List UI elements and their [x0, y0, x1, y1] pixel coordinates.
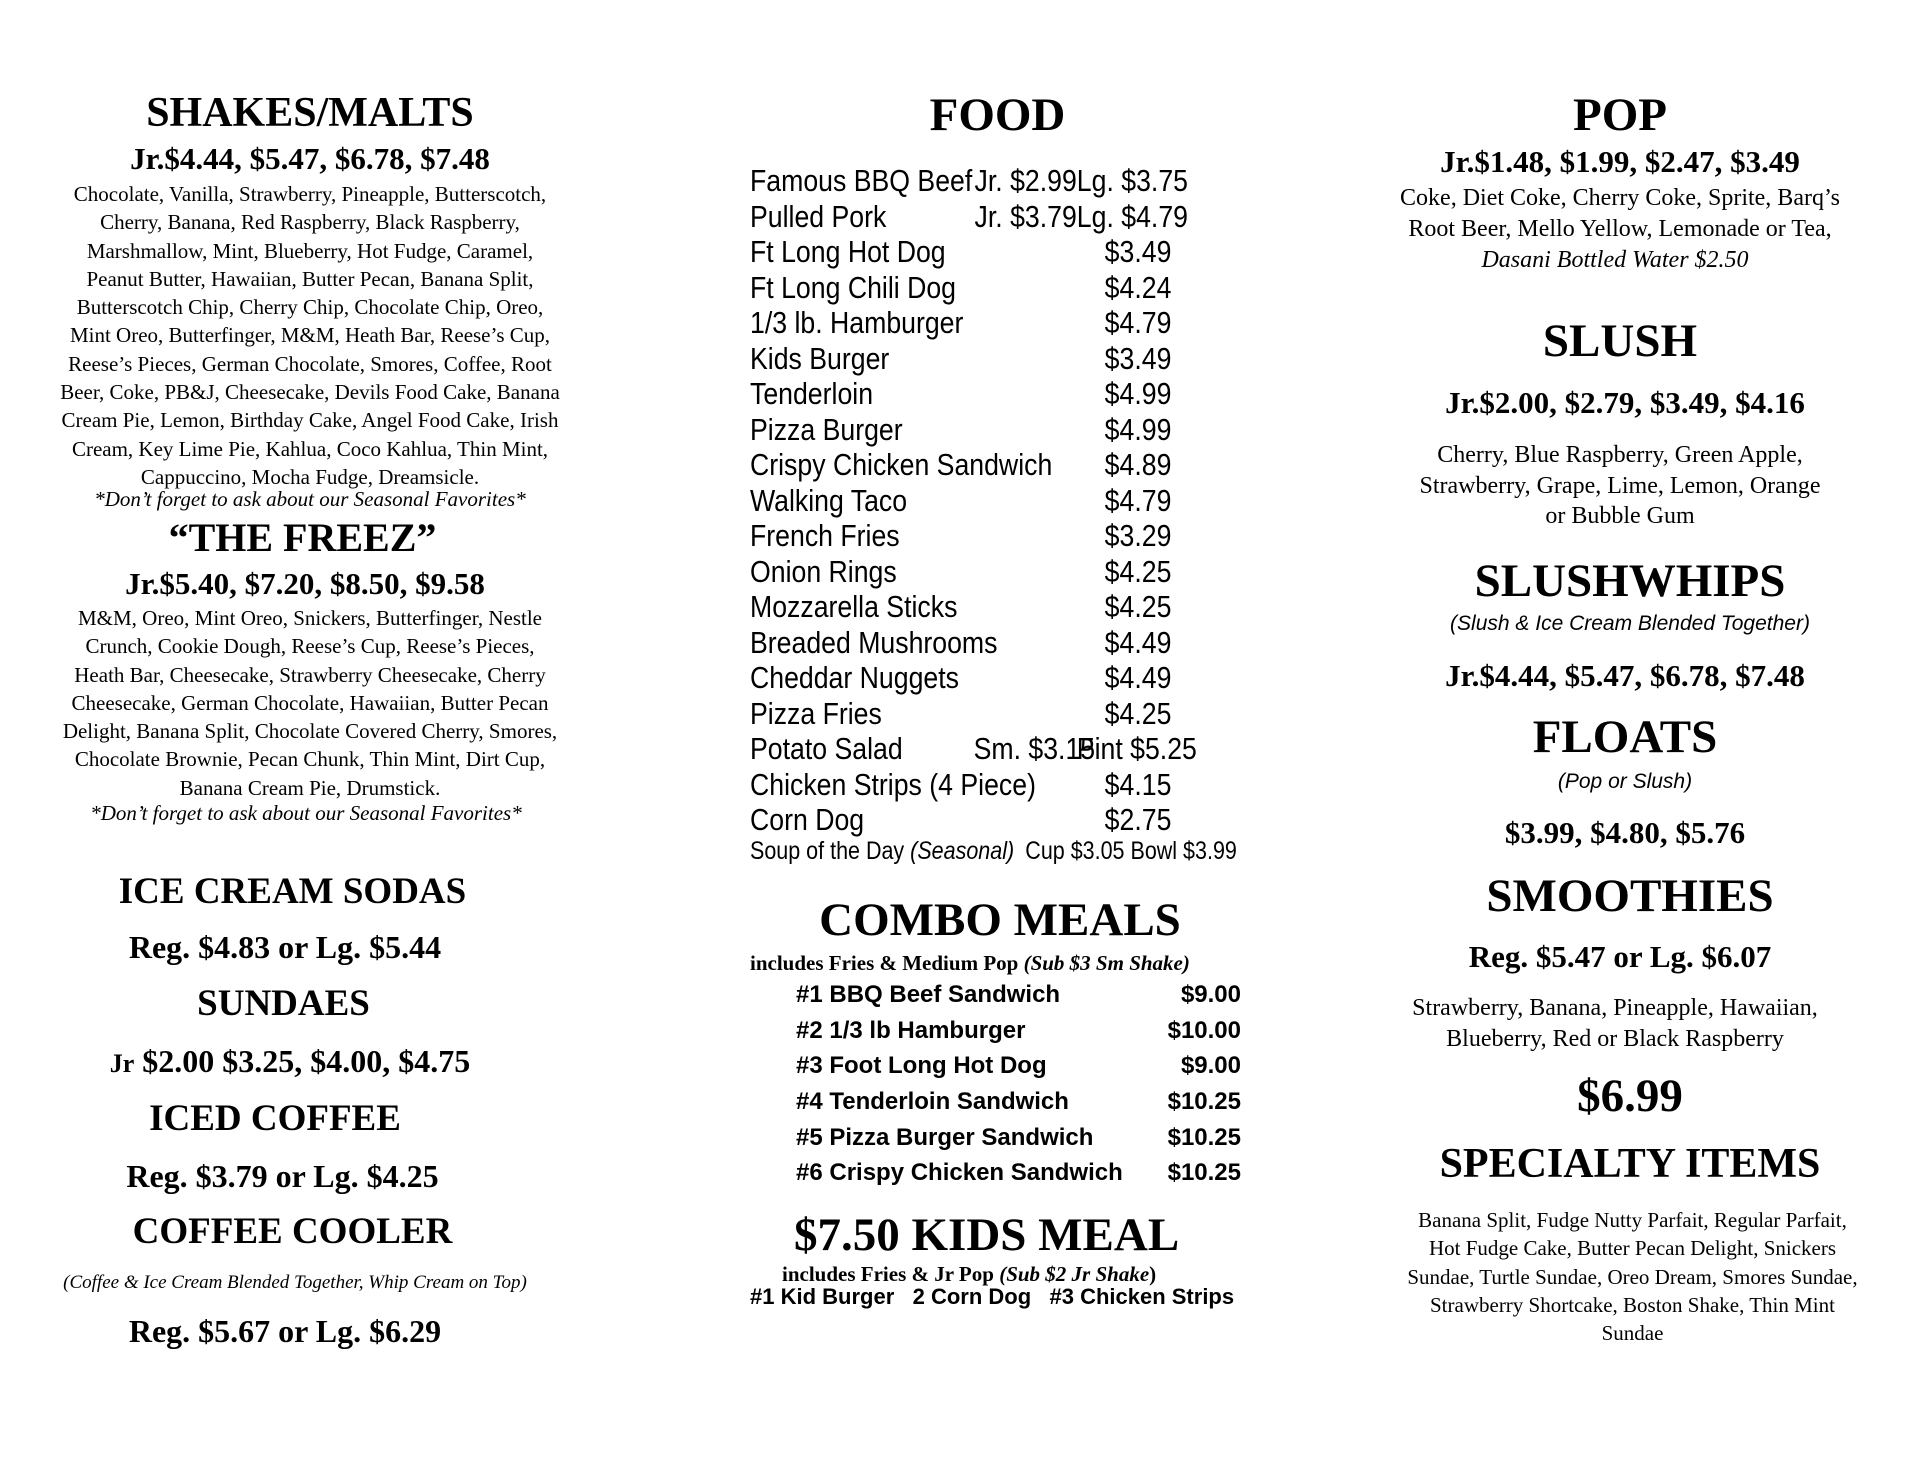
pop-water: Dasani Bottled Water $2.50 — [1481, 247, 1749, 273]
food-item-price: $4.79 — [1104, 482, 1172, 518]
food-item-price-small — [974, 660, 1077, 696]
flavor-line: Peanut Butter, Hawaiian, Butter Pecan, Banana Split, — [86, 266, 534, 291]
food-item-price: $4.99 — [1104, 411, 1172, 447]
freez-prices: Jr.$5.40, $7.20, $8.50, $9.58 — [125, 566, 485, 601]
food-item-price: $4.49 — [1104, 660, 1172, 695]
combo-row — [796, 1155, 1296, 1191]
flavor-line: Blueberry, Red or Black Raspberry — [1446, 1026, 1784, 1052]
food-item-name: Breaded Mushrooms — [750, 624, 998, 660]
slush-prices: Jr.$2.00, $2.79, $3.49, $4.16 — [1445, 385, 1805, 420]
food-item-price: $2.75 — [1104, 802, 1172, 837]
sundaes-jr: Jr — [109, 1049, 135, 1078]
food-item-row — [750, 199, 1266, 235]
specialty-line: Sundae, Turtle Sundae, Oreo Dream, Smores Sundae, — [1407, 1264, 1858, 1289]
food-item-row — [750, 483, 1266, 519]
flavor-line: or Bubble Gum — [1545, 503, 1695, 529]
soup-row — [750, 837, 1266, 866]
specialty-line: Banana Split, Fudge Nutty Parfait, Regular Parfait, — [1418, 1208, 1847, 1232]
flavor-line: Cherry, Banana, Red Raspberry, Black Raspberry, — [100, 210, 520, 235]
food-item-name: Kids Burger — [750, 340, 890, 376]
smoothies-title: SMOOTHIES — [1486, 870, 1774, 922]
combo-price: $10.25 — [1167, 1159, 1241, 1187]
kids-subtitle-sub: (Sub $2 Jr Shake — [999, 1262, 1150, 1286]
flavor-line: Mint Oreo, Butterfinger, M&M, Heath Bar, Reese’s Cup, — [69, 323, 551, 348]
food-item-row — [750, 341, 1266, 377]
combo-price: $10.25 — [1167, 1123, 1241, 1151]
coffee-cooler-note: (Coffee & Ice Cream Blended Together, Whip Cream on Top) — [63, 1272, 527, 1293]
food-item-price: Pint $5.25 — [1076, 731, 1197, 766]
smoothies-special-price: $6.99 — [1577, 1070, 1683, 1122]
food-item-price: $4.49 — [1104, 624, 1172, 660]
specialty-line: Strawberry Shortcake, Boston Shake, Thin Mint — [1430, 1292, 1835, 1317]
combo-row — [796, 977, 1296, 1013]
combo-name: #4 Tenderloin Sandwich — [796, 1088, 1069, 1116]
specialty-line: Sundae — [1601, 1321, 1664, 1346]
food-item-price: $4.25 — [1104, 553, 1172, 589]
food-item-name: Pulled Pork — [750, 198, 887, 234]
smoothies-price: Reg. $5.47 or Lg. $6.07 — [1468, 939, 1772, 974]
food-item-row — [750, 731, 1266, 767]
flavor-line: M&M, Oreo, Mint Oreo, Snickers, Butterfinger, Nestle — [78, 606, 542, 630]
flavor-line: Crunch, Cookie Dough, Reese’s Cup, Reese’s Pieces, — [85, 634, 535, 659]
flavor-line: Cappuccino, Mocha Fudge, Dreamsicle. — [140, 464, 480, 489]
floats-prices: $3.99, $4.80, $5.76 — [1504, 815, 1746, 850]
soup-name: Soup of the Day — [750, 837, 905, 865]
food-item-name: Onion Rings — [750, 553, 897, 589]
combo-row — [796, 1013, 1296, 1049]
flavor-line: Butterscotch Chip, Cherry Chip, Chocolate Chip, Oreo, — [76, 295, 544, 320]
freez-title: “THE FREEZ” — [168, 515, 437, 560]
food-item-name: Mozzarella Sticks — [750, 589, 958, 624]
food-item-name: Ft Long Hot Dog — [750, 234, 946, 269]
flavor-line: Beer, Coke, PB&J, Cheesecake, Devils Food Cake, Banana — [60, 380, 560, 405]
sundaes-price — [0, 1044, 580, 1079]
food-item-name: Crispy Chicken Sandwich — [750, 447, 1053, 482]
slush-flavors — [1370, 440, 1870, 532]
iced-coffee-title: ICED COFFEE — [149, 1098, 401, 1139]
combo-name: #2 1/3 lb Hamburger — [796, 1016, 1026, 1044]
soup-seasonal: (Seasonal) — [910, 837, 1015, 865]
food-item-price: $4.79 — [1104, 305, 1172, 340]
food-item-row — [750, 447, 1266, 483]
food-item-name: French Fries — [750, 518, 900, 553]
food-item-price-small: Jr. $3.79 — [974, 198, 1077, 234]
specialty-title: SPECIALTY ITEMS — [1439, 1141, 1821, 1187]
food-item-price-small — [974, 802, 1077, 838]
floats-title: FLOATS — [1532, 711, 1718, 763]
kids-meal-title: $7.50 KIDS MEAL — [794, 1209, 1180, 1261]
food-item-price: $4.89 — [1104, 447, 1172, 482]
sundaes-title: SUNDAES — [197, 983, 370, 1024]
food-item-row — [750, 518, 1266, 554]
flavor-line: Marshmallow, Mint, Blueberry, Hot Fudge, Caramel, — [86, 238, 534, 263]
flavor-line: Strawberry, Grape, Lime, Lemon, Orange — [1419, 472, 1821, 499]
smoothies-flavors — [1370, 993, 1860, 1055]
food-item-row — [750, 412, 1266, 448]
freez-flavors — [0, 604, 620, 802]
flavor-line: Reese’s Pieces, German Chocolate, Smores, Coffee, Root — [68, 351, 552, 376]
ice-cream-sodas-title: ICE CREAM SODAS — [118, 871, 467, 912]
flavor-line: Cream, Key Lime Pie, Kahlua, Coco Kahlua, Thin Mint, — [71, 436, 549, 461]
flavor-line: Root Beer, Mello Yellow, Lemonade or Tea, — [1408, 216, 1832, 242]
food-item-price: Lg. $3.75 — [1076, 163, 1188, 198]
pop-flavors — [1370, 183, 1870, 245]
food-item-row — [750, 660, 1266, 696]
sundaes-prices: $2.00 $3.25, $4.00, $4.75 — [142, 1043, 471, 1079]
food-item-row — [750, 163, 1266, 199]
kids-subtitle-end: ) — [1149, 1262, 1157, 1286]
kids-subtitle-text: includes Fries & Jr Pop — [782, 1262, 994, 1286]
specialty-items — [1370, 1206, 1895, 1347]
iced-coffee-price: Reg. $3.79 or Lg. $4.25 — [126, 1158, 439, 1194]
food-list — [750, 163, 1270, 838]
food-item-name: Ft Long Chili Dog — [750, 269, 956, 305]
food-item-price-small — [974, 625, 1077, 661]
combo-list — [796, 977, 1296, 1191]
food-item-price-small — [974, 234, 1077, 270]
food-item-name: 1/3 lb. Hamburger — [750, 305, 964, 340]
combo-price: $10.25 — [1167, 1088, 1241, 1116]
combo-name: #5 Pizza Burger Sandwich — [796, 1123, 1094, 1151]
food-item-name: Cheddar Nuggets — [750, 660, 959, 695]
flavor-line: Coke, Diet Coke, Cherry Coke, Sprite, Barq’s — [1400, 185, 1840, 211]
food-item-price-small — [974, 554, 1077, 590]
food-item-name: Famous BBQ Beef — [750, 163, 973, 198]
combo-row — [796, 1084, 1296, 1120]
food-item-row — [750, 305, 1266, 341]
food-item-price-small — [974, 270, 1077, 306]
food-item-row — [750, 696, 1266, 732]
food-item-price: $3.49 — [1104, 340, 1172, 376]
flavor-line: Chocolate Brownie, Pecan Chunk, Thin Mint, Dirt Cup, — [74, 747, 546, 772]
shakes-flavors — [0, 180, 620, 491]
flavor-line: Banana Cream Pie, Drumstick. — [179, 775, 441, 800]
flavor-line: Cream Pie, Lemon, Birthday Cake, Angel Food Cake, Irish — [61, 408, 559, 433]
food-item-price: $4.24 — [1104, 269, 1172, 305]
combo-price: $9.00 — [1180, 981, 1241, 1008]
kids-items: #1 Kid Burger 2 Corn Dog #3 Chicken Strips — [750, 1284, 1235, 1309]
food-item-price-small: Jr. $2.99 — [974, 163, 1077, 198]
food-item-price: Lg. $4.79 — [1076, 198, 1188, 234]
combo-price: $10.00 — [1167, 1016, 1241, 1044]
food-item-name: Corn Dog — [750, 802, 865, 837]
food-item-price: $3.49 — [1104, 234, 1172, 269]
floats-note: (Pop or Slush) — [1557, 770, 1693, 793]
food-item-row — [750, 767, 1266, 803]
shakes-title: SHAKES/MALTS — [146, 90, 474, 136]
slush-title: SLUSH — [1542, 315, 1698, 367]
slushwhips-title: SLUSHWHIPS — [1474, 555, 1786, 607]
specialty-line: Hot Fudge Cake, Butter Pecan Delight, Snickers — [1428, 1236, 1837, 1261]
coffee-cooler-title: COFFEE COOLER — [132, 1211, 453, 1252]
food-item-name: Walking Taco — [750, 482, 908, 518]
food-item-price-small — [974, 447, 1077, 483]
food-item-price: $4.25 — [1104, 589, 1172, 624]
shakes-seasonal-note: *Don’t forget to ask about our Seasonal Favorites* — [94, 487, 526, 511]
soup-prices: Cup $3.05 Bowl $3.99 — [1025, 837, 1237, 865]
food-item-price-small — [974, 589, 1077, 625]
food-item-price-small — [974, 376, 1077, 412]
food-item-price: $4.15 — [1104, 766, 1172, 802]
food-item-row — [750, 376, 1266, 412]
food-item-row — [750, 234, 1266, 270]
food-item-row — [750, 625, 1266, 661]
freez-seasonal-note: *Don’t forget to ask about our Seasonal Favorites* — [90, 801, 522, 825]
combo-row — [796, 1120, 1296, 1156]
food-item-price-small — [974, 767, 1077, 803]
pop-title: POP — [1573, 89, 1667, 141]
food-item-price: $3.29 — [1104, 518, 1172, 553]
combo-meals-title: COMBO MEALS — [819, 894, 1181, 946]
combo-name: #6 Crispy Chicken Sandwich — [796, 1159, 1123, 1187]
combo-subtitle — [750, 951, 1270, 976]
pop-prices: Jr.$1.48, $1.99, $2.47, $3.49 — [1440, 144, 1800, 179]
food-item-row — [750, 270, 1266, 306]
food-item-name: Pizza Burger — [750, 411, 903, 447]
flavor-line: Cherry, Blue Raspberry, Green Apple, — [1437, 442, 1803, 468]
food-item-name: Chicken Strips (4 Piece) — [750, 766, 1036, 802]
flavor-line: Strawberry, Banana, Pineapple, Hawaiian, — [1412, 995, 1818, 1021]
food-item-row — [750, 554, 1266, 590]
food-item-row — [750, 802, 1266, 838]
combo-subtitle-text: includes Fries & Medium Pop — [750, 951, 1019, 975]
food-item-price: $4.25 — [1104, 695, 1172, 731]
flavor-line: Chocolate, Vanilla, Strawberry, Pineapple, Butterscotch, — [73, 182, 547, 206]
food-item-price-small — [974, 341, 1077, 377]
combo-price: $9.00 — [1180, 1052, 1241, 1080]
food-item-name: Potato Salad — [750, 731, 903, 766]
food-item-price-small — [974, 412, 1077, 448]
ice-cream-sodas-price: Reg. $4.83 or Lg. $5.44 — [128, 929, 442, 965]
flavor-line: Delight, Banana Split, Chocolate Covered Cherry, Smores, — [62, 719, 558, 744]
combo-subtitle-sub: (Sub $3 Sm Shake) — [1023, 951, 1190, 975]
flavor-line: Cheesecake, German Chocolate, Hawaiian, Butter Pecan — [71, 690, 549, 715]
combo-name: #3 Foot Long Hot Dog — [796, 1052, 1047, 1080]
coffee-cooler-price: Reg. $5.67 or Lg. $6.29 — [128, 1313, 442, 1349]
food-item-name: Tenderloin — [750, 376, 874, 411]
food-item-price: $4.99 — [1104, 376, 1172, 411]
combo-name: #1 BBQ Beef Sandwich — [796, 981, 1061, 1008]
shakes-prices: Jr.$4.44, $5.47, $6.78, $7.48 — [130, 141, 490, 176]
food-item-price-small: Sm. $3.15 — [973, 731, 1096, 766]
combo-row — [796, 1048, 1296, 1084]
food-item-price-small — [974, 305, 1077, 341]
food-item-price-small — [974, 518, 1077, 554]
slushwhips-prices: Jr.$4.44, $5.47, $6.78, $7.48 — [1445, 658, 1805, 693]
food-title: FOOD — [929, 89, 1066, 141]
flavor-line: Heath Bar, Cheesecake, Strawberry Cheesecake, Cherry — [74, 662, 546, 687]
food-item-price-small — [974, 696, 1077, 732]
food-item-name: Pizza Fries — [750, 695, 882, 731]
food-item-row — [750, 589, 1266, 625]
slushwhips-note: (Slush & Ice Cream Blended Together) — [1450, 612, 1810, 635]
food-item-price-small — [974, 483, 1077, 519]
